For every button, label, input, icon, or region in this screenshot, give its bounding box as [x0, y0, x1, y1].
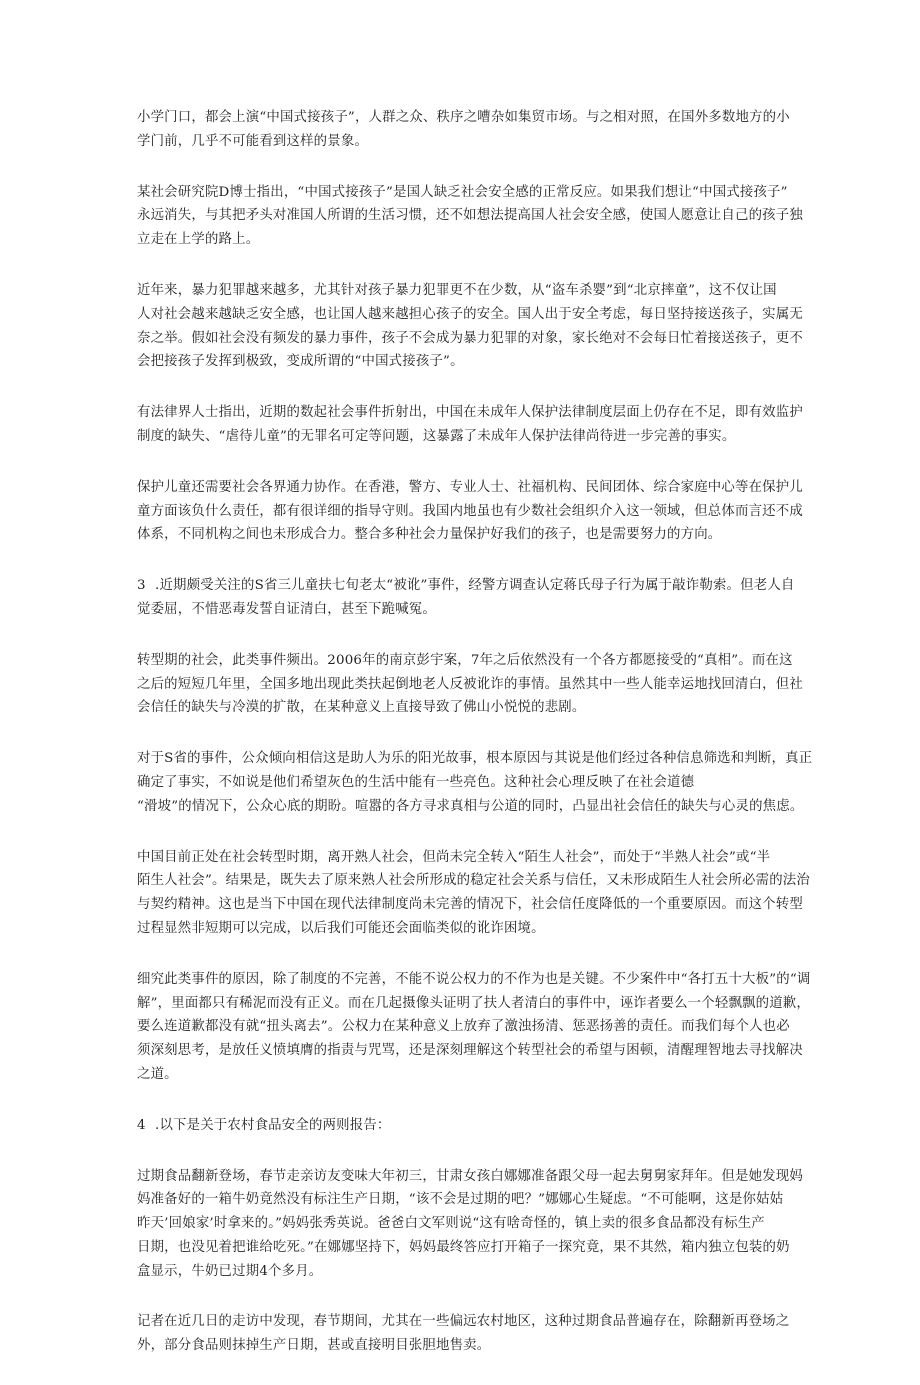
document-page	[137, 106, 813, 1385]
numbered-paragraph	[137, 1114, 797, 1138]
paragraph-line: 人对社会越来越缺乏安全感，也让国人越来越担心孩子的安全。国人出于安全考虑，每日坚持接送孩子，实属无	[137, 306, 803, 322]
paragraph-line	[137, 574, 797, 598]
item-number: 4	[137, 1117, 146, 1133]
paragraph-line: 小学门口，都会上演“中国式接孩子”，人群之众、秩序之嘈杂如集贸市场。与之相对照，在国外多数地方的小	[137, 110, 790, 125]
paragraph-line: 奈之举。假如社会没有频发的暴力事件，孩子不会成为暴力犯罪的对象，家长绝对不会每日忙着接送孩子，更不	[137, 330, 803, 346]
paragraph-line: 外，部分食品则抹掉生产日期，甚或直接明目张胆地售卖。	[137, 1338, 491, 1354]
paragraph	[137, 846, 810, 941]
paragraph-line: 之道。	[137, 1066, 178, 1082]
paragraph-line: 有法律界人士指出，近期的数起社会事件折射出，中国在未成年人保护法律制度层面上仍存在不足，即有效监护	[137, 405, 803, 421]
paragraph-line: 昨天’回娘家’时拿来的。”妈妈张秀英说。爸爸白文军则说“这有啥奇怪的，镇上卖的很多食品都没有标生产	[137, 1216, 765, 1232]
paragraph-line: 之后的短短几年里，全国多地出现此类扶起倒地老人反被讹诈的事情。虽然其中一些人能幸运地找回清白，但社	[137, 676, 803, 692]
paragraph-line: 体系，不同机构之间也未形成合力。整合多种社会力量保护好我们的孩子，也是需要努力的方向。	[137, 527, 722, 543]
paragraph-line: 童方面该负什么责任，都有很详细的指导守则。我国内地虽也有少数社会组织介入这一领域，但总体而言还不成	[137, 503, 803, 519]
paragraph-line: 与契约精神。这也是当下中国在现代法律制度尚未完善的情况下，社会信任度降低的一个重要原因。而这个转型	[137, 897, 803, 913]
paragraph-line: 过期食品翻新登场，春节走亲访友变味大年初三，甘肃女孩白娜娜准备跟父母一起去舅舅家拜年。但是她发现妈	[137, 1168, 803, 1184]
paragraph-line: 保护儿童还需要社会各界通力协作。在香港，警方、专业人士、社福机构、民间团体、综合家庭中心等在保护儿	[137, 479, 803, 495]
paragraph	[137, 279, 803, 374]
paragraph	[137, 476, 803, 547]
paragraph-line: 日期，也没见着把谁给吃死。”在娜娜坚持下，妈妈最终答应打开箱子一探究竟，果不其然，箱内独立包装的奶	[137, 1239, 790, 1255]
paragraph-line: 对于S省的事件，公众倾向相信这是助人为乐的阳光故事，根本原因与其说是他们经过各种信息筛选和判断，真正	[137, 751, 813, 767]
paragraph	[137, 968, 811, 1087]
paragraph-line: 立走在上学的路上。	[137, 232, 260, 248]
paragraph-line: 解”，里面都只有稀泥而没有正义。而在几起摄像头证明了扶人者清白的事件中，诬诈者要么一个轻飘飘的道歉，	[137, 995, 810, 1011]
paragraph	[137, 1310, 797, 1358]
paragraph-line: 会信任的缺失与冷漠的扩散，在某种意义上直接导致了佛山小悦悦的悲剧。	[137, 700, 586, 716]
paragraph-line: 陌生人社会”。结果是，既失去了原来熟人社会所形成的稳定社会关系与信任，又未形成陌生人社会所必需的法治	[137, 873, 810, 889]
paragraph-line: 中国目前正处在社会转型时期，离开熟人社会，但尚未完全转入“陌生人社会”，而处于“半熟人社会”或“半	[137, 849, 771, 865]
paragraph-line: 近年来，暴力犯罪越来越多，尤其针对孩子暴力犯罪更不在少数，从“盗车杀婴”到“北京摔童”，这不仅让国	[137, 282, 777, 298]
paragraph-line: 要么连道歉都没有就“扭头离去”。公权力在某种意义上放弃了激浊扬清、惩恶扬善的责任。而我们每个人也必	[137, 1019, 790, 1035]
paragraph-line: 过程显然非短期可以完成，以后我们可能还会面临类似的讹诈困境。	[137, 920, 545, 936]
paragraph-line: 某社会研究院D博士指出，“中国式接孩子”是国人缺乏社会安全感的正常反应。如果我们想让“中国式接孩子”	[137, 184, 788, 200]
paragraph	[137, 401, 803, 449]
paragraph	[137, 1165, 803, 1284]
paragraph-line: “滑坡”的情况下，公众心底的期盼。喧嚣的各方寻求真相与公道的同时，凸显出社会信任的缺失与心灵的焦虑。	[137, 798, 804, 814]
paragraph-line: 觉委屈，不惜恶毒发誓自证清白，甚至下跪喊冤。	[137, 601, 436, 617]
paragraph	[137, 649, 803, 720]
paragraph	[137, 747, 813, 818]
paragraph-line: 须深刻思考，是放任义愤填膺的指责与咒骂，还是深刻理解这个转型社会的希望与困顿，清醒理智地去寻找解决	[137, 1043, 803, 1059]
paragraph-line: 转型期的社会，此类事件频出。2006年的南京彭宇案，7年之后依然没有一个各方都愿接受的“真相”。而在这	[137, 652, 793, 668]
paragraph-line: 永远消失，与其把矛头对准国人所谓的生活习惯，还不如想法提高国人社会安全感，使国人愿意让自己的孩子独	[137, 208, 803, 224]
paragraph-line: 学门前，几乎不可能看到这样的景象。	[137, 133, 369, 149]
paragraph	[137, 181, 803, 252]
paragraph-line: 会把接孩子发挥到极致，变成所谓的“中国式接孩子”。	[137, 354, 464, 370]
item-number: 3	[137, 578, 146, 594]
numbered-paragraph	[137, 574, 797, 622]
paragraph-line: 细究此类事件的原因，除了制度的不完善，不能不说公权力的不作为也是关键。不少案件中“各打五十大板”的“调	[137, 971, 811, 987]
line-text: .近期颇受关注的S省三儿童扶七旬老太“被讹”事件，经警方调查认定蒋氏母子行为属于敲诈勒索。但老人自	[155, 578, 795, 594]
paragraph-line: 妈准备好的一箱牛奶竟然没有标注生产日期，“该不会是过期的吧？”娜娜心生疑虑。“不可能啊，这是你姑姑	[137, 1192, 784, 1208]
paragraph-line: 制度的缺失、“虐待儿童”的无罪名可定等问题，这暴露了未成年人保护法律尚待进一步完善的事实。	[137, 428, 736, 444]
paragraph-line: 记者在近几日的走访中发现，春节期间，尤其在一些偏远农村地区，这种过期食品普遍存在，除翻新再登场之	[137, 1314, 790, 1330]
paragraph-line: 确定了事实，不如说是他们希望灰色的生活中能有一些亮色。这种社会心理反映了在社会道德	[137, 774, 695, 790]
paragraph-line: 盒显示，牛奶已过期4个多月。	[137, 1263, 323, 1279]
line-text: .以下是关于农村食品安全的两则报告：	[155, 1117, 391, 1133]
paragraph	[137, 106, 797, 154]
paragraph-line	[137, 1114, 797, 1138]
